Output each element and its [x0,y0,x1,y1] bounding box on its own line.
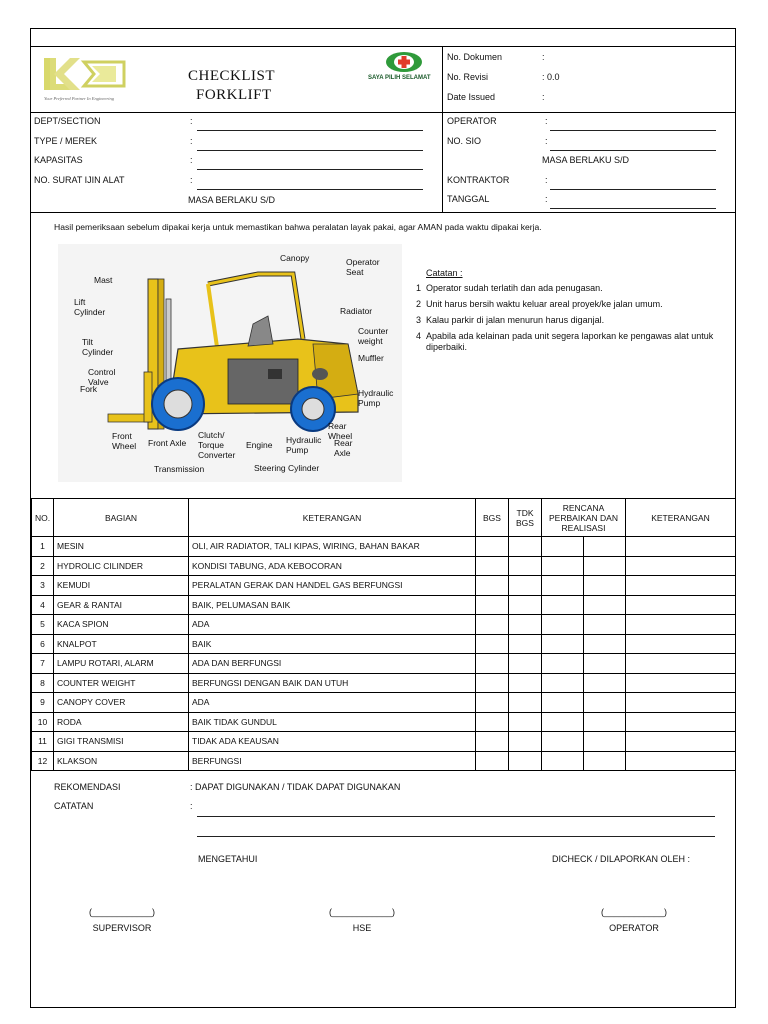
row-number: 3 [32,576,54,596]
row-keterangan-2-cell[interactable] [626,595,736,615]
row-realisasi-cell[interactable] [584,751,626,771]
kontraktor-field[interactable] [550,189,716,190]
note-item: Apabila ada kelainan pada unit segera laporkan ke pengawas alat untuk diperbaiki. [426,331,714,352]
row-number: 1 [32,537,54,557]
table-row [32,576,736,596]
company-tagline: Your Preferred Partner In Engineering [44,96,114,101]
row-tdk-bgs-cell[interactable] [509,751,542,771]
colon: : [190,155,193,165]
diagram-label-control-valve: Control Valve [88,367,116,387]
diagram-label-hydraulic-pump-right: Hydraulic Pump [358,388,394,408]
rekomendasi-value[interactable]: : DAPAT DIGUNAKAN / TIDAK DAPAT DIGUNAKAN [190,782,401,792]
diagram-label-transmission: Transmission [154,464,205,474]
row-bgs-cell[interactable] [476,654,509,674]
diagram-label-engine: Engine [246,440,273,450]
dept-section-field[interactable] [197,130,423,131]
row-keterangan: BAIK [189,634,476,654]
colon: : [190,136,193,146]
revision-value: : 0.0 [542,72,560,82]
diagram-label-muffler: Muffler [358,353,384,363]
row-keterangan-2-cell[interactable] [626,693,736,713]
diagram-label-counter-weight: Counter weight [358,326,389,346]
colon: : [190,801,193,811]
row-keterangan: BAIK, PELUMASAN BAIK [189,595,476,615]
table-row [32,712,736,732]
col-header-tdk-bgs: TDK BGS [509,499,542,537]
table-row [32,615,736,635]
row-rencana-cell[interactable] [542,732,584,752]
diagram-label-canopy: Canopy [280,253,310,263]
row-bgs-cell[interactable] [476,576,509,596]
row-bagian: KACA SPION [54,615,189,635]
row-keterangan-2-cell[interactable] [626,654,736,674]
safety-logo [366,50,442,84]
table-row [32,732,736,752]
hse-signature-blank[interactable]: (____________) [328,907,396,917]
row-keterangan: BERFUNGSI DENGAN BAIK DAN UTUH [189,673,476,693]
forklift-diagram [58,244,402,482]
row-bagian: GEAR & RANTAI [54,595,189,615]
row-keterangan-2-cell[interactable] [626,537,736,557]
row-realisasi-cell[interactable] [584,615,626,635]
row-number: 9 [32,693,54,713]
colon: : [190,175,193,185]
company-logo [40,54,130,104]
row-rencana-cell[interactable] [542,537,584,557]
row-bagian: KLAKSON [54,751,189,771]
row-keterangan: ADA [189,693,476,713]
form-title-line2: FORKLIFT [196,87,272,103]
tanggal-label: TANGGAL [447,194,490,204]
col-header-no: NO. [32,499,54,537]
row-rencana-cell[interactable] [542,693,584,713]
row-keterangan: OLI, AIR RADIATOR, TALI KIPAS, WIRING, BAHAN BAKAR [189,537,476,557]
diagram-label-radiator: Radiator [340,306,373,316]
note-item: Kalau parkir di jalan menurun harus diganjal. [426,315,605,325]
mengetahui-label: MENGETAHUI [198,854,258,864]
table-row [32,751,736,771]
row-tdk-bgs-cell[interactable] [509,712,542,732]
row-realisasi-cell[interactable] [584,732,626,752]
row-bgs-cell[interactable] [476,634,509,654]
row-keterangan: KONDISI TABUNG, ADA KEBOCORAN [189,556,476,576]
note-number: 2 [416,299,422,309]
row-bagian: HYDROLIC CILINDER [54,556,189,576]
row-bagian: MESIN [54,537,189,557]
intro-text: Hasil pemeriksaan sebelum dipakai kerja untuk memastikan bahwa peralatan layak pakai, agar AMAN pada waktu dipakai kerja. [54,222,542,232]
row-number: 2 [32,556,54,576]
row-tdk-bgs-cell[interactable] [509,673,542,693]
row-tdk-bgs-cell[interactable] [509,537,542,557]
table-header-row [32,499,736,537]
row-bagian: GIGI TRANSMISI [54,732,189,752]
checklist-table [31,498,736,771]
colon: : [545,116,548,126]
table-row [32,634,736,654]
row-rencana-cell[interactable] [542,654,584,674]
diagram-label-front-wheel: Front Wheel [112,431,137,451]
operator-label: OPERATOR [447,116,497,126]
row-keterangan: PERALATAN GERAK DAN HANDEL GAS BERFUNGSI [189,576,476,596]
supervisor-signature-blank[interactable]: (____________) [88,907,156,917]
row-number: 4 [32,595,54,615]
row-realisasi-cell[interactable] [584,712,626,732]
table-row [32,595,736,615]
row-tdk-bgs-cell[interactable] [509,693,542,713]
row-rencana-cell[interactable] [542,576,584,596]
row-keterangan: BAIK TIDAK GUNDUL [189,712,476,732]
no-sio-field[interactable] [550,150,716,151]
row-bagian: CANOPY COVER [54,693,189,713]
row-realisasi-cell[interactable] [584,537,626,557]
diagram-label-front-axle: Front Axle [148,438,187,448]
row-rencana-cell[interactable] [542,751,584,771]
row-keterangan-2-cell[interactable] [626,556,736,576]
row-bgs-cell[interactable] [476,732,509,752]
row-keterangan-2-cell[interactable] [626,732,736,752]
row-keterangan: TIDAK ADA KEAUSAN [189,732,476,752]
row-rencana-cell[interactable] [542,556,584,576]
row-bagian: LAMPU ROTARI, ALARM [54,654,189,674]
hse-label: HSE [352,923,372,933]
row-realisasi-cell[interactable] [584,693,626,713]
row-realisasi-cell[interactable] [584,673,626,693]
colon: : [190,116,193,126]
row-rencana-cell[interactable] [542,595,584,615]
colon: : [545,175,548,185]
kapasitas-field[interactable] [197,169,423,170]
row-rencana-cell[interactable] [542,634,584,654]
row-rencana-cell[interactable] [542,712,584,732]
tanggal-field[interactable] [550,208,716,209]
catatan-field-line-2[interactable] [197,836,715,837]
row-number: 5 [32,615,54,635]
catatan-label: CATATAN [54,801,94,811]
form-title-line1: CHECKLIST [188,68,275,84]
masa-berlaku-right-label: MASA BERLAKU S/D [542,155,630,165]
row-number: 6 [32,634,54,654]
col-header-rencana: RENCANA PERBAIKAN DAN REALISASI [542,499,626,537]
row-tdk-bgs-cell[interactable] [509,576,542,596]
row-keterangan-2-cell[interactable] [626,634,736,654]
diagram-label-fork: Fork [80,384,97,394]
diagram-label-rear-wheel: Rear Wheel [328,421,353,441]
diagram-label-clutch: Clutch/ Torque Converter [198,430,236,460]
row-bagian: KNALPOT [54,634,189,654]
row-bgs-cell[interactable] [476,615,509,635]
row-realisasi-cell[interactable] [584,654,626,674]
row-bgs-cell[interactable] [476,537,509,557]
diagram-label-rear-axle: Rear Axle [334,438,353,458]
row-keterangan-2-cell[interactable] [626,712,736,732]
col-header-keterangan: KETERANGAN [189,499,476,537]
col-header-bagian: BAGIAN [54,499,189,537]
surat-ijin-label: NO. SURAT IJIN ALAT [34,175,125,185]
row-tdk-bgs-cell[interactable] [509,595,542,615]
colon: : [545,136,548,146]
row-rencana-cell[interactable] [542,615,584,635]
note-item: Unit harus bersih waktu keluar areal proyek/ke jalan umum. [426,299,663,309]
row-keterangan: ADA DAN BERFUNGSI [189,654,476,674]
row-number: 8 [32,673,54,693]
row-bagian: KEMUDI [54,576,189,596]
row-bgs-cell[interactable] [476,673,509,693]
type-merek-label: TYPE / MEREK [34,136,98,146]
row-number: 7 [32,654,54,674]
row-bgs-cell[interactable] [476,595,509,615]
row-tdk-bgs-cell[interactable] [509,732,542,752]
row-keterangan: BERFUNGSI [189,751,476,771]
colon: : [545,194,548,204]
row-realisasi-cell[interactable] [584,634,626,654]
row-bgs-cell[interactable] [476,556,509,576]
row-tdk-bgs-cell[interactable] [509,654,542,674]
operator-sign-label: OPERATOR [609,923,659,933]
note-number: 4 [416,331,422,341]
table-row [32,537,736,557]
row-tdk-bgs-cell[interactable] [509,634,542,654]
row-tdk-bgs-cell[interactable] [509,615,542,635]
diagram-label-tilt-cylinder: Tilt Cylinder [82,337,114,357]
diagram-label-mast: Mast [94,275,113,285]
rekomendasi-label: REKOMENDASI [54,782,121,792]
note-number: 3 [416,315,422,325]
row-bgs-cell[interactable] [476,693,509,713]
row-number: 11 [32,732,54,752]
diagram-label-steering-cylinder: Steering Cylinder [254,463,320,473]
kapasitas-label: KAPASITAS [34,155,83,165]
operator-field[interactable] [550,130,716,131]
notes-title: Catatan : [426,268,463,278]
col-header-bgs: BGS [476,499,509,537]
date-issued-label: Date Issued [447,92,496,102]
row-keterangan-2-cell[interactable] [626,576,736,596]
row-realisasi-cell[interactable] [584,556,626,576]
diagram-label-lift-cylinder: Lift Cylinder [74,297,106,317]
row-bgs-cell[interactable] [476,712,509,732]
surat-ijin-field[interactable] [197,189,423,190]
table-row [32,654,736,674]
type-merek-field[interactable] [197,150,423,151]
dept-section-label: DEPT/SECTION [34,116,101,126]
doc-number-label: No. Dokumen [447,52,503,62]
row-bgs-cell[interactable] [476,751,509,771]
note-number: 1 [416,283,422,293]
row-keterangan: ADA [189,615,476,635]
row-bagian: RODA [54,712,189,732]
row-rencana-cell[interactable] [542,673,584,693]
doc-number-value: : [542,52,545,62]
col-header-keterangan-2: KETERANGAN [626,499,736,537]
operator-signature-blank[interactable]: (____________) [600,907,668,917]
revision-label: No. Revisi [447,72,489,82]
safety-logo-text: SAYA PILIH SELAMAT [368,75,431,81]
row-number: 12 [32,751,54,771]
row-number: 10 [32,712,54,732]
table-row [32,673,736,693]
masa-berlaku-left-label: MASA BERLAKU S/D [188,195,276,205]
row-keterangan-2-cell[interactable] [626,751,736,771]
row-bagian: COUNTER WEIGHT [54,673,189,693]
row-realisasi-cell[interactable] [584,576,626,596]
row-tdk-bgs-cell[interactable] [509,556,542,576]
note-item: Operator sudah terlatih dan ada penugasan. [426,283,603,293]
table-row [32,693,736,713]
no-sio-label: NO. SIO [447,136,482,146]
table-row [32,556,736,576]
dicheck-label: DICHECK / DILAPORKAN OLEH : [552,854,691,864]
kontraktor-label: KONTRAKTOR [447,175,510,185]
row-keterangan-2-cell[interactable] [626,673,736,693]
diagram-label-operator-seat: Operator Seat [346,257,380,277]
row-realisasi-cell[interactable] [584,595,626,615]
row-keterangan-2-cell[interactable] [626,615,736,635]
date-issued-value: : [542,92,545,102]
supervisor-label: SUPERVISOR [92,923,152,933]
diagram-label-hydraulic-pump-bottom: Hydraulic Pump [286,435,322,455]
catatan-field-line-1[interactable] [197,816,715,817]
